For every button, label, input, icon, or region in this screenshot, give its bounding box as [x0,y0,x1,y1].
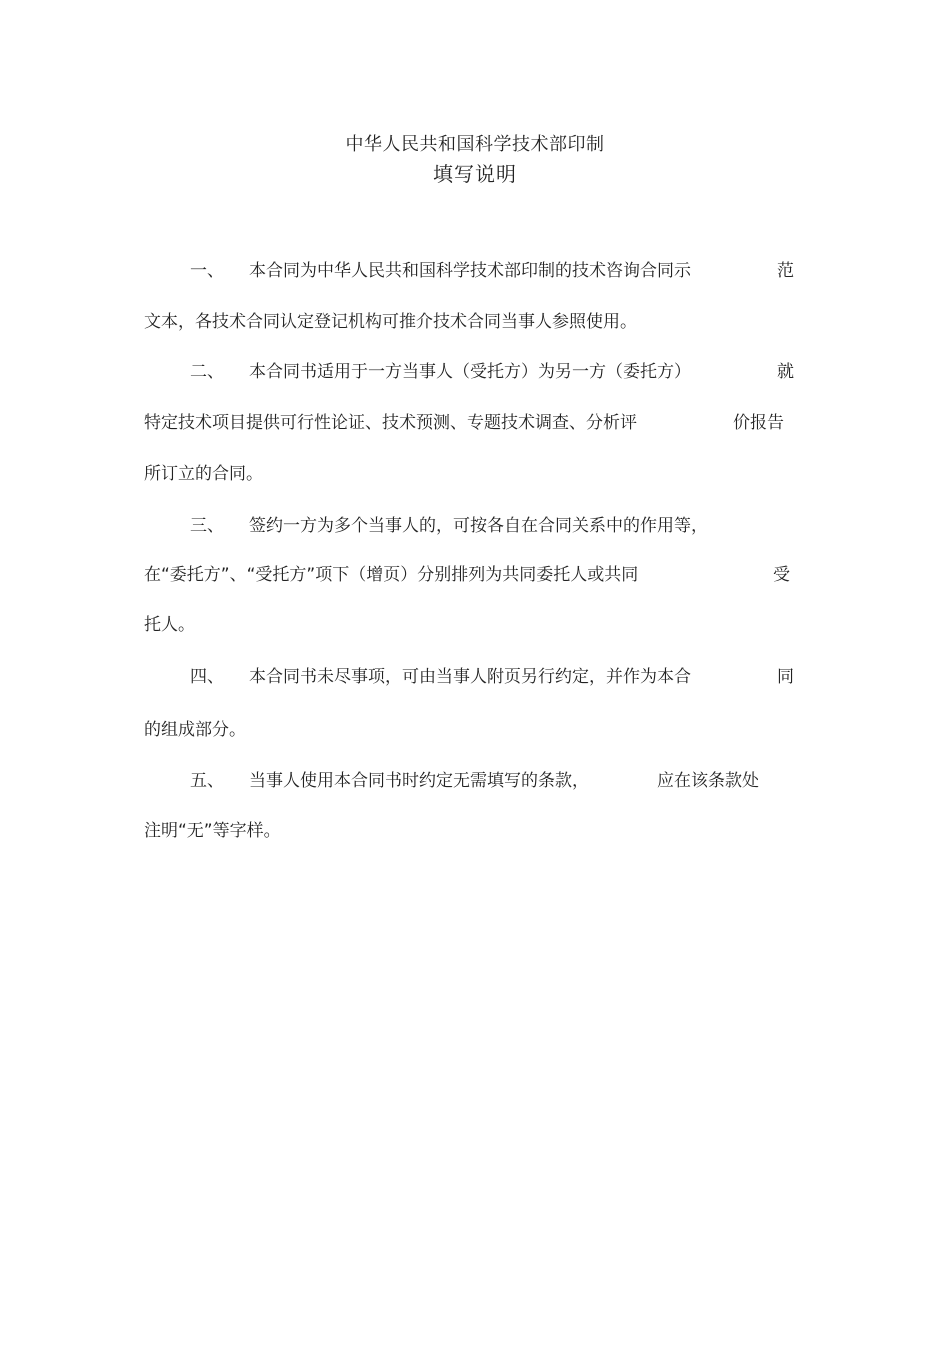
item-text-line-tail: 同 [777,667,794,687]
item-text-line: 文本，各技术合同认定登记机构可推介技术合同当事人参照使用。 [144,312,637,332]
item-number: 四、 [190,667,224,687]
item-text-line: 在“委托方”、“受托方”项下（增页）分别排列为共同委托人或共同 [144,565,639,585]
item-text-line: 所订立的合同。 [144,464,263,484]
item-text-line: 本合同书未尽事项，可由当事人附页另行约定，并作为本合 [249,667,691,687]
item-text-line: 特定技术项目提供可行性论证、技术预测、专题技术调查、分析评 [144,413,637,433]
item-text-line: 当事人使用本合同书时约定无需填写的条款， [249,771,589,791]
item-text-line-tail: 就 [777,362,794,382]
item-text-line: 本合同书适用于一方当事人（受托方）为另一方（委托方） [249,362,691,382]
item-text-line: 本合同为中华人民共和国科学技术部印制的技术咨询合同示 [249,261,691,281]
page-title: 填写说明 [433,162,517,186]
item-text-line: 注明“无”等字样。 [144,821,281,841]
item-number: 一、 [190,261,224,281]
issuing-organization: 中华人民共和国科学技术部印制 [345,134,605,155]
item-text-line: 托人。 [144,615,195,635]
item-number: 三、 [190,516,224,536]
item-number: 五、 [190,771,224,791]
item-number: 二、 [190,362,224,382]
item-text-line-tail: 受 [773,565,790,585]
item-text-line-tail: 应在该条款处 [657,771,759,791]
item-text-line: 的组成部分。 [144,720,246,740]
item-text-line-tail: 范 [777,261,794,281]
item-text-line-tail: 价报告 [733,413,784,433]
item-text-line: 签约一方为多个当事人的，可按各自在合同关系中的作用等， [249,516,708,536]
